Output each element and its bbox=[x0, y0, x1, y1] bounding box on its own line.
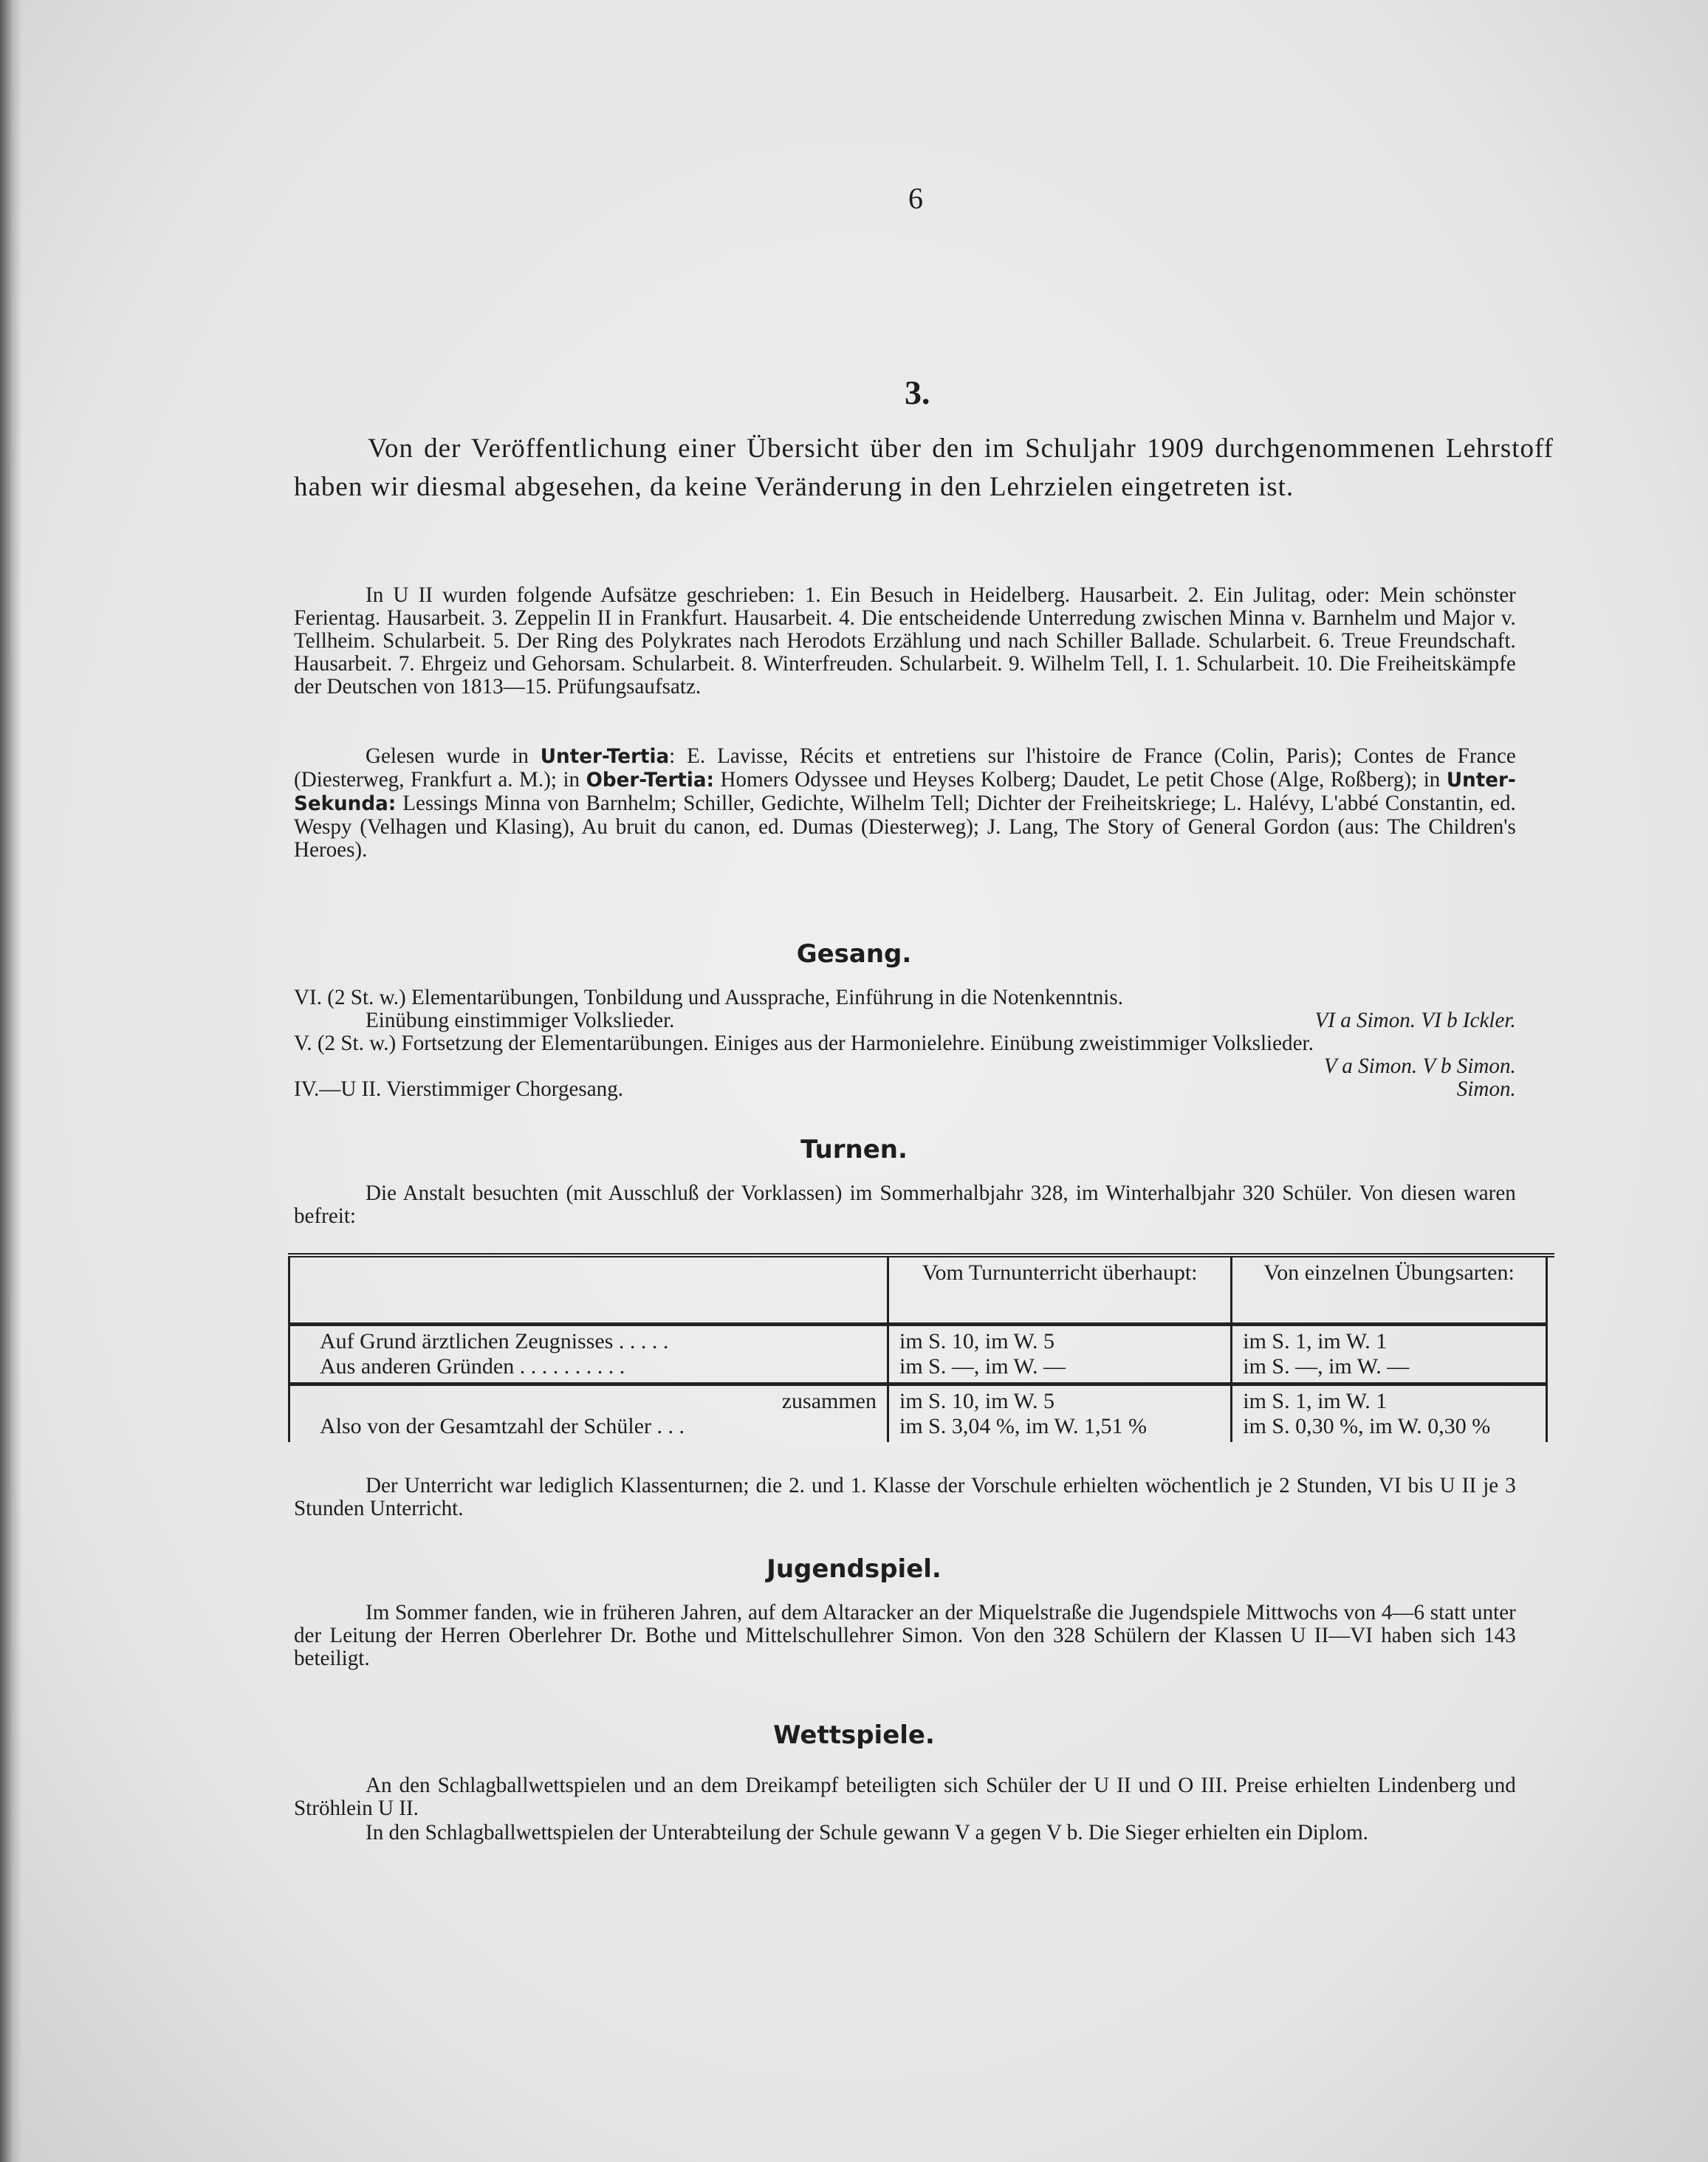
befreiung-table bbox=[288, 1253, 1554, 1442]
header-cell: Vom Turnunterricht überhaupt: bbox=[888, 1257, 1232, 1324]
heading-gesang: Gesang. bbox=[796, 939, 912, 969]
heading-jugendspiel: Jugendspiel. bbox=[766, 1554, 942, 1584]
text: Lessings Minna von Barnhelm; Schiller, Gedichte, Wilhelm Tell; Dichter der Freiheitskriege; L. Halévy, L'abbé Constantin, ed. Wespy (Velhagen und Klasing), Au bruit du canon, ed. Dumas (Diesterweg); J. Lang, The Story of General Gordon (aus: The Children's Heroes). bbox=[294, 791, 1516, 862]
table-cell bbox=[888, 1384, 1232, 1442]
class-label: Unter-Sekunda: bbox=[294, 769, 1516, 815]
gesang-line: V. (2 St. w.) Fortsetzung der Elementarübungen. Einiges aus der Harmonielehre. Einübung zweistimmiger Volkslieder. bbox=[294, 1031, 1314, 1055]
gesang-line: IV.—U II. Vierstimmiger Chorgesang. bbox=[294, 1077, 624, 1101]
cell: Also von der Gesamtzahl der Schüler . . . bbox=[320, 1413, 685, 1438]
scan-edge bbox=[0, 0, 22, 2162]
table-cell bbox=[1232, 1324, 1547, 1384]
turnen-intro: Die Anstalt besuchten (mit Ausschluß der Vorklassen) im Sommerhalbjahr 328, im Winterhalbjahr 320 Schüler. Von diesen waren befreit: bbox=[294, 1181, 1516, 1228]
cell: im S. 3,04 %, im W. 1,51 % bbox=[899, 1413, 1148, 1438]
text: Homers Odyssee und Heyses Kolberg; Daudet, Le petit Chose (Alge, Roßberg); in bbox=[714, 767, 1447, 792]
heading-wettspiele: Wettspiele. bbox=[773, 1720, 935, 1750]
header-cell: Von einzelnen Übungsarten: bbox=[1232, 1257, 1547, 1324]
cell: zusammen bbox=[781, 1388, 877, 1413]
wettspiele-p2: In den Schlagballwettspielen der Unterabteilung der Schule gewann V a gegen V b. Die Sieger erhielten ein Diplom. bbox=[366, 1820, 1368, 1844]
class-label: Unter-Tertia bbox=[540, 745, 670, 768]
teacher: VI a Simon. VI b Ickler. bbox=[1314, 1008, 1516, 1032]
cell: im S. 1, im W. 1 bbox=[1243, 1328, 1388, 1353]
cell: im S. —, im W. — bbox=[899, 1353, 1066, 1379]
gesang-line: Einübung einstimmiger Volkslieder. bbox=[366, 1008, 675, 1032]
table-row-label bbox=[289, 1384, 888, 1442]
text: : E. Lavisse, Récits et entretiens sur l'histoire de France (Colin, Paris); Contes de France (Diesterweg, Frankfurt a. M.); in bbox=[294, 744, 1516, 792]
page-number: 6 bbox=[908, 182, 923, 215]
teacher: V a Simon. V b Simon. bbox=[1323, 1054, 1516, 1078]
table-cell bbox=[1232, 1384, 1547, 1442]
text: Gelesen wurde in bbox=[366, 744, 541, 768]
header-cell bbox=[289, 1257, 888, 1324]
class-label: Ober-Tertia: bbox=[586, 769, 715, 792]
jugendspiel-text: Im Sommer fanden, wie in früheren Jahren, auf dem Altaracker an der Miquelstraße die Jugendspiele Mittwochs von 4—6 statt unter der Leitung der Herren Oberlehrer Dr. Bothe und Mittelschullehrer Simon. Von den 328 Schülern der Klassen U II—VI haben sich 143 beteiligt. bbox=[294, 1600, 1516, 1670]
gesang-list bbox=[294, 986, 1516, 1100]
turnen-outro: Der Unterricht war lediglich Klassenturnen; die 2. und 1. Klasse der Vorschule erhielten wöchentlich je 2 Stunden, VI bis U II je 3 Stunden Unterricht. bbox=[294, 1473, 1516, 1520]
cell: im S. 1, im W. 1 bbox=[1243, 1388, 1388, 1413]
cell: im S. 10, im W. 5 bbox=[899, 1328, 1055, 1353]
section-number: 3. bbox=[905, 374, 930, 411]
intro-paragraph: Von der Veröffentlichung einer Übersicht über den im Schuljahr 1909 durchgenommenen Lehrstoff haben wir diesmal abgesehen, da keine Veränderung in den Lehrzielen eingetreten ist. bbox=[294, 433, 1554, 502]
cell: im S. 0,30 %, im W. 0,30 % bbox=[1243, 1413, 1491, 1438]
heading-turnen: Turnen. bbox=[800, 1135, 908, 1164]
gesang-line: VI. (2 St. w.) Elementarübungen, Tonbildung und Aussprache, Einführung in die Notenkenntnis. bbox=[294, 985, 1123, 1009]
aufsaetze-paragraph: In U II wurden folgende Aufsätze geschrieben: 1. Ein Besuch in Heidelberg. Hausarbeit. 2. Ein Julitag, oder: Mein schönster Ferientag. Hausarbeit. 3. Zeppelin II in Frankfurt. Hausarbeit. 4. Die entscheidende Unterredung zwischen Minna v. Barnhelm und Major v. Tellheim. Schularbeit. 5. Der Ring des Polykrates nach Herodots Erzählung und nach Schiller Ballade. Schularbeit. 6. Treue Freundschaft. Hausarbeit. 7. Ehrgeiz und Gehorsam. Schularbeit. 8. Winterfreuden. Schularbeit. 9. Wilhelm Tell, I. 1. Schularbeit. 10. Die Freiheitskämpfe der Deutschen von 1813—15. Prüfungsaufsatz. bbox=[294, 583, 1516, 699]
cell: im S. 10, im W. 5 bbox=[899, 1388, 1055, 1413]
gelesen-paragraph bbox=[294, 744, 1516, 861]
cell: Aus anderen Gründen . . . . . . . . . . bbox=[320, 1353, 625, 1379]
table-row-label bbox=[289, 1324, 888, 1384]
teacher: Simon. bbox=[1456, 1077, 1516, 1101]
cell: Auf Grund ärztlichen Zeugnisses . . . . . bbox=[320, 1328, 669, 1353]
cell: im S. —, im W. — bbox=[1243, 1353, 1410, 1379]
wettspiele-p1: An den Schlagballwettspielen und an dem Dreikampf beteiligten sich Schüler der U II und O III. Preise erhielten Lindenberg und Ströhlein U II. bbox=[294, 1773, 1516, 1820]
table-cell bbox=[888, 1324, 1232, 1384]
